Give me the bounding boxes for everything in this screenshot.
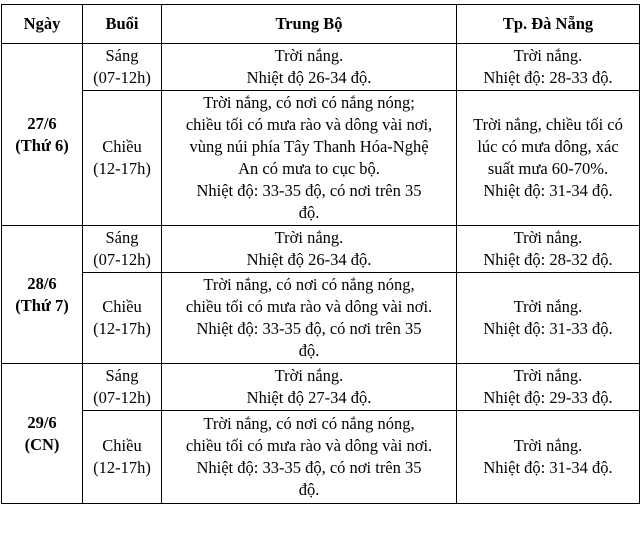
- day-cell: [2, 364, 83, 504]
- danang-forecast: [457, 411, 640, 504]
- forecast-line: An có mưa to cục bộ.: [238, 159, 380, 178]
- table-row: [2, 226, 640, 273]
- forecast-line: Nhiệt độ: 33-35 độ, có nơi trên 35: [196, 319, 422, 338]
- session-hours: (12-17h): [93, 159, 151, 178]
- session-name: Chiều: [102, 436, 142, 455]
- forecast-line: Nhiệt độ: 31-34 độ.: [483, 458, 613, 477]
- forecast-line: Trời nắng, có nơi có nắng nóng,: [203, 414, 415, 433]
- table-row: [2, 44, 640, 91]
- forecast-line: chiều tối có mưa rào và dông vài nơi,: [185, 115, 433, 134]
- header-da-nang: Tp. Đà Nẵng: [457, 5, 640, 44]
- session-name: Sáng: [105, 366, 139, 385]
- forecast-line: Nhiệt độ 26-34 độ.: [246, 68, 372, 87]
- day-cell: [2, 44, 83, 226]
- forecast-line: suất mưa 60-70%.: [487, 159, 609, 178]
- weather-forecast-table: [1, 4, 640, 504]
- forecast-line: Trời nắng.: [274, 228, 344, 247]
- table-row: [2, 411, 640, 504]
- session-hours: (07-12h): [93, 68, 151, 87]
- session-hours: (07-12h): [93, 388, 151, 407]
- forecast-line: lúc có mưa dông, xác: [477, 137, 619, 156]
- forecast-line: Trời nắng.: [513, 366, 583, 385]
- forecast-line: Nhiệt độ: 33-35 độ, có nơi trên 35: [196, 181, 422, 200]
- forecast-line: Trời nắng, có nơi có nắng nóng,: [203, 275, 415, 294]
- central-forecast: [162, 273, 457, 364]
- session-cell: [83, 91, 162, 226]
- day-date: 28/6: [27, 273, 57, 293]
- table-row: [2, 364, 640, 411]
- header-central-region: Trung Bộ: [162, 5, 457, 44]
- session-hours: (07-12h): [93, 250, 151, 269]
- danang-forecast: [457, 44, 640, 91]
- forecast-line: Trời nắng, có nơi có nắng nóng;: [203, 93, 415, 112]
- forecast-line: độ.: [298, 341, 320, 360]
- forecast-line: chiều tối có mưa rào và dông vài nơi.: [185, 436, 433, 455]
- header-row: [2, 5, 640, 44]
- forecast-line: Nhiệt độ: 33-35 độ, có nơi trên 35: [196, 458, 422, 477]
- forecast-line: Nhiệt độ: 31-33 độ.: [483, 319, 613, 338]
- session-cell: [83, 411, 162, 504]
- session-hours: (12-17h): [93, 319, 151, 338]
- session-cell: [83, 44, 162, 91]
- day-weekday: (Thứ 6): [15, 135, 69, 155]
- danang-forecast: [457, 364, 640, 411]
- forecast-line: Trời nắng.: [274, 366, 344, 385]
- forecast-line: vùng núi phía Tây Thanh Hóa-Nghệ: [189, 137, 429, 156]
- session-name: Chiều: [102, 297, 142, 316]
- session-name: Sáng: [105, 46, 139, 65]
- table-row: [2, 91, 640, 226]
- central-forecast: [162, 411, 457, 504]
- forecast-line: Trời nắng.: [513, 436, 583, 455]
- session-name: Sáng: [105, 228, 139, 247]
- central-forecast: [162, 91, 457, 226]
- header-day: Ngày: [2, 5, 83, 44]
- forecast-line: Nhiệt độ: 28-33 độ.: [483, 68, 613, 87]
- forecast-line: Trời nắng.: [513, 46, 583, 65]
- day-date: 29/6: [27, 412, 57, 432]
- forecast-line: độ.: [298, 203, 320, 222]
- forecast-line: Trời nắng.: [513, 297, 583, 316]
- day-cell: [2, 226, 83, 364]
- session-name: Chiều: [102, 137, 142, 156]
- forecast-line: Nhiệt độ: 28-32 độ.: [483, 250, 613, 269]
- day-date: 27/6: [27, 113, 57, 133]
- danang-forecast: [457, 226, 640, 273]
- forecast-line: chiều tối có mưa rào và dông vài nơi.: [185, 297, 433, 316]
- forecast-line: Trời nắng.: [513, 228, 583, 247]
- danang-forecast: [457, 91, 640, 226]
- session-hours: (12-17h): [93, 458, 151, 477]
- forecast-line: Nhiệt độ 27-34 độ.: [246, 388, 372, 407]
- forecast-line: Trời nắng.: [274, 46, 344, 65]
- day-weekday: (Thứ 7): [15, 295, 69, 315]
- forecast-line: Nhiệt độ 26-34 độ.: [246, 250, 372, 269]
- central-forecast: [162, 364, 457, 411]
- central-forecast: [162, 44, 457, 91]
- header-session: Buổi: [83, 5, 162, 44]
- session-cell: [83, 226, 162, 273]
- forecast-line: độ.: [298, 480, 320, 499]
- danang-forecast: [457, 273, 640, 364]
- session-cell: [83, 364, 162, 411]
- forecast-line: Nhiệt độ: 31-34 độ.: [483, 181, 613, 200]
- forecast-line: Nhiệt độ: 29-33 độ.: [483, 388, 613, 407]
- session-cell: [83, 273, 162, 364]
- table-row: [2, 273, 640, 364]
- day-weekday: (CN): [24, 434, 60, 454]
- forecast-line: Trời nắng, chiều tối có: [473, 115, 623, 134]
- central-forecast: [162, 226, 457, 273]
